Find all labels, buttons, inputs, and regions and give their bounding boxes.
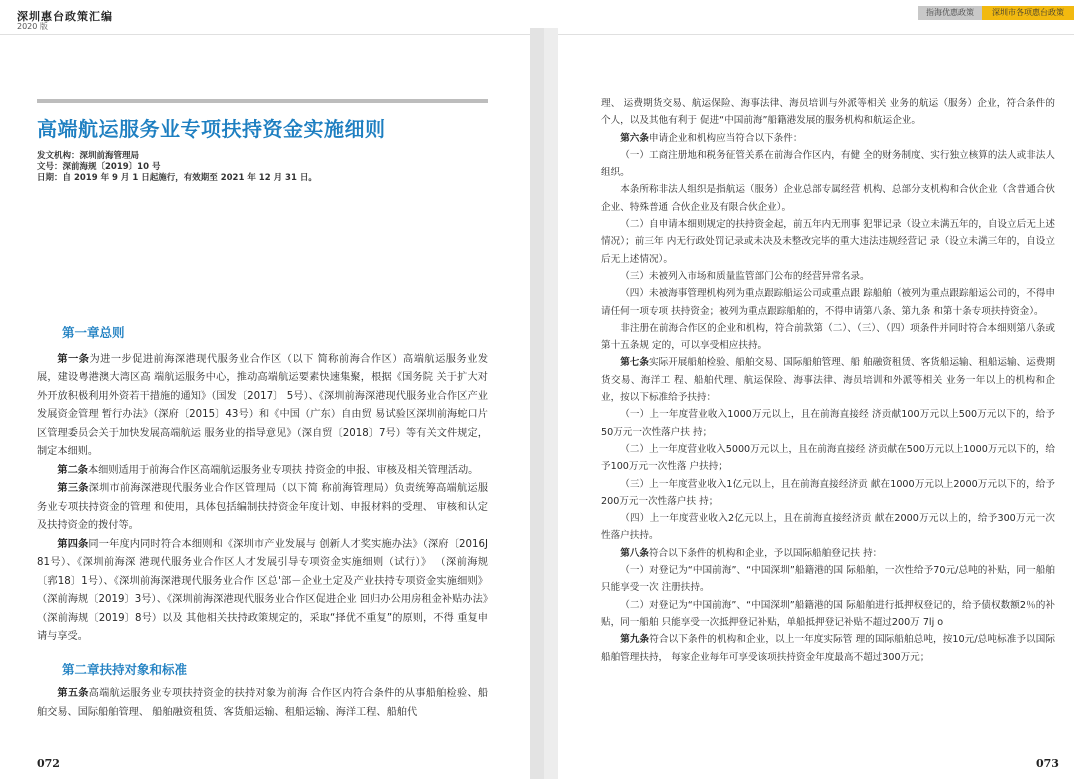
page-gutter-right	[544, 28, 558, 779]
article-number: 第五条	[57, 688, 89, 699]
article-text: 实际开展船舶检验、船舶交易、国际船舶管理、船 舶融资租赁、客货船运输、租船运输、运费期货交易、海洋工 程、船舶代理、航运保险、海事法律、海员培训和外派等相关 业务一年以上的机构和企业，按以下标准给予扶持：	[601, 357, 1055, 404]
article	[37, 462, 488, 481]
clause: （二）上一年度营业收入5000万元以上，且在前海直接经 济贡献在500万元以上1000万元以下的，给予100万元一次性落 户扶持；	[601, 443, 1055, 473]
page-gutter-left	[530, 28, 544, 779]
clause: （一）工商注册地和税务征管关系在前海合作区内，有健 全的财务制度、实行独立核算的法人或非法人组织。	[601, 149, 1055, 179]
article	[37, 685, 488, 722]
article-number: 第四条	[57, 538, 89, 550]
clause: 本条所称非法人组织是指航运（服务）企业总部专属经营 机构、总部分支机构和合伙企业（含普通合伙企业、特殊普通 合伙企业及有限合伙企业）。	[601, 184, 1055, 213]
article-text: 高端航运服务业专项扶持资金的扶持对象为前海 合作区内符合条件的从事船舶检验、船舶交易、国际船舶管理、 船舶融资租赁、客货船运输、租船运输、海洋工程、船舶代	[37, 688, 489, 718]
page-number-left: 072	[37, 757, 60, 770]
article	[601, 130, 1055, 147]
clause: （二）对登记为“中国前海”、“中国深圳”船籍港的国 际船舶进行抵押权登记的，给予债权数额2％的补贴，同一船舶 只能享受一次抵押登记补贴，单船抵押登记补贴不超过200万 7lj o	[601, 599, 1055, 628]
tab-section: 深圳市各项惠台政策	[982, 6, 1074, 20]
chapter-heading: 第二章扶持对象和标准	[62, 661, 188, 677]
page-number-right: 073	[1036, 757, 1059, 770]
title-rule	[37, 99, 488, 103]
clause: （三）上一年度营业收入1亿元以上，且在前海直接经济贡 献在1000万元以上2000万元以下的，给予200万元一次性落户扶 持；	[601, 478, 1055, 507]
article	[601, 545, 1055, 562]
clause: （四）未被海事管理机构列为重点跟踪船运公司或重点跟 踪船舶（被列为重点跟踪船运公司的，不得申请任何一项专项 扶持资金；被列为重点跟踪船舶的，不得申请第八条、第九条 和第十条专项扶持资金）。	[601, 288, 1055, 317]
article	[37, 480, 488, 536]
issuer: 发文机构：深圳前海管理局	[37, 151, 140, 161]
article-number: 第六条	[620, 132, 649, 144]
article-number: 第一条	[57, 353, 90, 365]
article-text: 为进一步促进前海深港现代服务业合作区（以下 简称前海合作区）高端航运服务业发展，建设粤港澳大湾区高 端航运服务中心，推动高端航运要素快速集聚，根据《国务院 关于扩大对外开放积极利用外资若干措施的通知》（国发〔2017〕 5号）、《深圳前海深港现代服务业合作区产业发展资金管理 暂行办法》（深府〔2015〕43号）和《中国（广东）自由贸 易试验区深圳前海蛇口片区管理委员会关于加快发展高端航运 服务业的指导意见》（深自贸〔2018〕7号）等有关文件规定，制定本细则。	[37, 353, 489, 457]
article	[601, 354, 1055, 406]
article	[37, 536, 488, 647]
article-number: 第二条	[57, 464, 88, 476]
document-number: 文号：深前海规〔2019〕10 号	[37, 162, 161, 172]
document-title: 高端航运服务业专项扶持资金实施细则	[37, 117, 386, 141]
article	[601, 631, 1055, 666]
clause: （一）对登记为“中国前海”、“中国深圳”船籍港的国 际船舶，一次性给予70元/总吨的补贴，同一船舶只能享受一次 注册扶持。	[601, 565, 1055, 594]
chapter-heading: 第一章总则	[62, 325, 125, 340]
tab-category: 指海优惠政策	[918, 6, 982, 20]
article-text: 申请企业和机构应当符合以下条件：	[648, 132, 803, 144]
article-number: 第七条	[620, 357, 649, 369]
article-number: 第三条	[57, 483, 89, 494]
clause: （三）未被列入市场和质量监管部门公布的经营异常名录。	[620, 270, 870, 282]
article-text: 本细则适用于前海合作区高端航运服务业专项扶 持资金的申报、审核及相关管理活动。	[87, 464, 479, 476]
right-column	[601, 95, 1055, 666]
book-edition: 2020 版	[17, 22, 48, 31]
clause: 非注册在前海合作区的企业和机构，符合前款第（二）、（三）、（四）项条件并同时符合本细则第八条或第十五条规 定的，可以享受相应扶持。	[601, 322, 1055, 352]
article-number: 第八条	[620, 547, 649, 559]
book-title: 深圳惠台政策汇编	[17, 10, 113, 23]
article	[37, 351, 488, 462]
article-number: 第九条	[620, 634, 650, 646]
article-text: 深圳市前海深港现代服务业合作区管理局（以下简 称前海管理局）负责统筹高端航运服务业专项扶持资金的管理 和使用，具体包括编制扶持资金年度计划、申报材料的受理、 审核和认定及扶持资金的拨付等。	[37, 483, 489, 531]
section-tabs	[918, 6, 1074, 20]
clause: （一）上一年度营业收入1000万元以上，且在前海直接经 济贡献100万元以上500万元以下的，给予50万元一次性落户扶 持；	[601, 409, 1055, 438]
paragraph: 理、 运费期货交易、航运保险、海事法律、海员培训与外派等相关 业务的航运（服务）企业，符合条件的个人，以及其他有利于 促进“中国前海”船籍港发展的服务机构和航运企业。	[601, 98, 1055, 127]
clause: （二）自申请本细则规定的扶持资金起，前五年内无刑事 犯罪记录（设立未满五年的，自设立后无上述情况）；前三年 内无行政处罚记录或未决及未整改完毕的重大违法违规经营记 录（设立未满三年的，自设立后无上述情况）。	[601, 219, 1055, 265]
article-text: 符合以下条件的机构和企业，以上一年度实际管 理的国际船舶总吨，按10元/总吨标准予以国际船舶管理扶持， 每家企业每年可享受该项扶持资金年度最高不超过300万元；	[601, 634, 1056, 663]
article-text: 同一年度内同时符合本细则和《深圳市产业发展与 创新人才奖实施办法》（深府〔2016J 81号）、《深圳前海深 港现代服务业合作区人才发展引导专项资金实施细则（试行）》 （深前海规〔郛18〕1号）、《深圳前海深港现代服务业合作 区总'部－企业土定及产业扶持专项资金实施细则》（深前海规〔2019〕3号）、《深圳前海深港现代服务业合作区促进企业 回归办公用房租金补贴办法》（深前海规〔2019〕8号）以及 其他相关扶持政策规定的，采取“择优不重复”的原则，不得 重复申请与享受。	[37, 538, 488, 642]
article-text: 符合以下条件的机构和企业，予以国际船舶登记扶 持：	[648, 547, 883, 559]
effective-dates: 日期：自 2019 年 9 月 1 日起施行，有效期至 2021 年 12 月 31 日。	[37, 173, 317, 183]
clause: （四）上一年度营业收入2亿元以上，且在前海直接经济贡 献在2000万元以上的，给予300万元一次性落户扶持。	[601, 513, 1055, 542]
left-column	[37, 324, 488, 722]
